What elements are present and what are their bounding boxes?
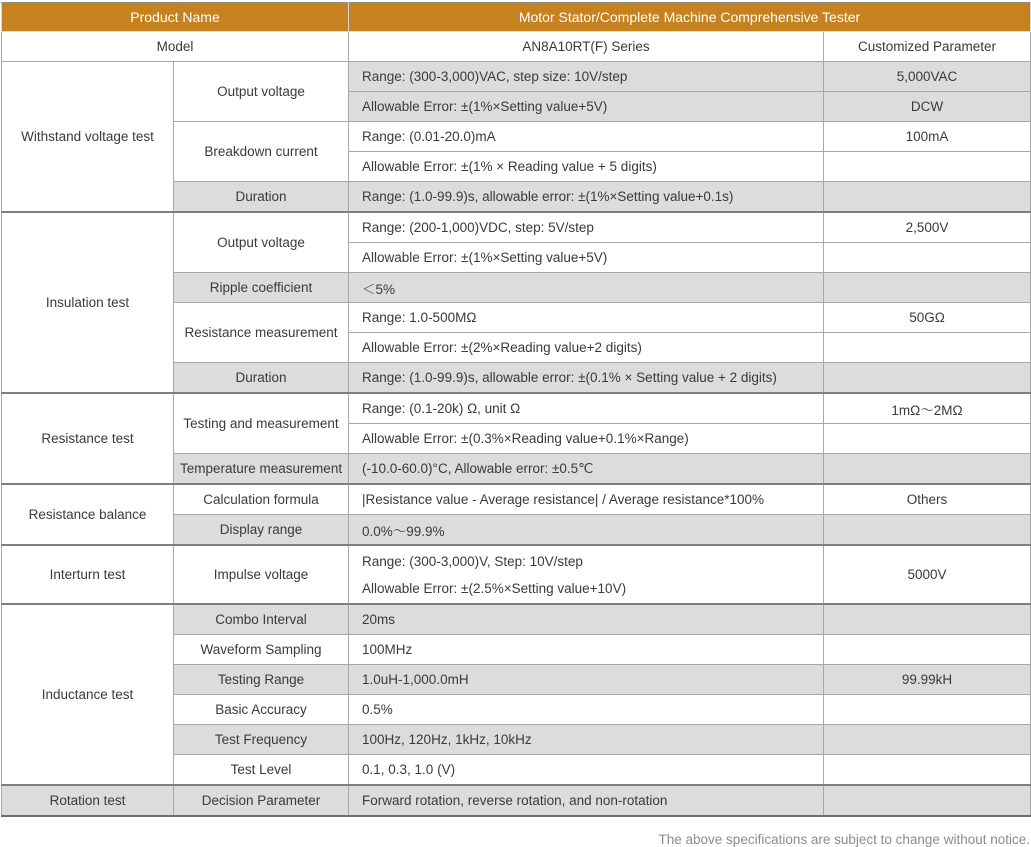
item-label: Combo Interval [174,604,349,635]
param-cell [824,604,1031,635]
item-label: Breakdown current [174,122,349,182]
spec-cell: Range: (200-1,000)VDC, step: 5V/step [349,212,824,243]
customized-parameter-header: Customized Parameter [824,32,1031,62]
spec-cell: 100Hz, 120Hz, 1kHz, 10kHz [349,725,824,755]
param-cell: 99.99kH [824,665,1031,695]
param-cell: 50GΩ [824,303,1031,333]
footer-note: The above specifications are subject to change without notice. [658,832,1030,847]
param-cell [824,515,1031,546]
section-label: Insulation test [2,212,174,393]
product-name-label: Product Name [2,3,349,32]
param-cell [824,454,1031,485]
spec-cell: 0.1, 0.3, 1.0 (V) [349,755,824,786]
spec-cell: Allowable Error: ±(1%×Setting value+5V) [349,243,824,273]
param-cell [824,243,1031,273]
param-cell: DCW [824,92,1031,122]
param-cell: 5,000VAC [824,62,1031,92]
table-row [2,212,1031,243]
section-label: Withstand voltage test [2,62,174,213]
item-label: Waveform Sampling [174,635,349,665]
item-label: Calculation formula [174,484,349,515]
param-cell [824,273,1031,303]
spec-cell: 1.0uH-1,000.0mH [349,665,824,695]
spec-cell: Range: (0.1-20k) Ω, unit Ω [349,393,824,424]
table-row [2,604,1031,635]
param-cell [824,182,1031,213]
spec-cell [349,545,824,604]
spec-line: Allowable Error: ±(2.5%×Setting value+10V) [362,580,627,596]
section-label: Resistance test [2,393,174,484]
param-cell [824,152,1031,182]
param-cell: 1mΩ～2MΩ [824,393,1031,424]
item-label: Temperature measurement [174,454,349,485]
param-cell [824,785,1031,816]
section-label: Rotation test [2,785,174,816]
param-cell: Others [824,484,1031,515]
table-row [2,62,1031,92]
param-cell [824,424,1031,454]
item-label: Output voltage [174,62,349,122]
table-header-row [2,3,1031,32]
param-cell [824,635,1031,665]
item-label: Basic Accuracy [174,695,349,725]
spec-cell: Range: (0.01-20.0)mA [349,122,824,152]
item-label: Testing Range [174,665,349,695]
spec-cell: Range: (1.0-99.9)s, allowable error: ±(0.1% × Setting value + 2 digits) [349,363,824,394]
param-cell: 2,500V [824,212,1031,243]
spec-cell: Allowable Error: ±(2%×Reading value+2 digits) [349,333,824,363]
product-name-value: Motor Stator/Complete Machine Comprehensive Tester [349,3,1031,32]
model-value: AN8A10RT(F) Series [349,32,824,62]
spec-cell: 0.5% [349,695,824,725]
spec-cell: Allowable Error: ±(1%×Setting value+5V) [349,92,824,122]
item-label: Test Frequency [174,725,349,755]
table-row [2,484,1031,515]
param-cell [824,363,1031,394]
spec-cell: Range: (300-3,000)VAC, step size: 10V/step [349,62,824,92]
item-label: Output voltage [174,212,349,273]
item-label: Impulse voltage [174,545,349,604]
item-label: Duration [174,363,349,394]
spec-cell: |Resistance value - Average resistance| / Average resistance*100% [349,484,824,515]
item-label: Decision Parameter [174,785,349,816]
spec-cell: Forward rotation, reverse rotation, and non-rotation [349,785,824,816]
item-label: Testing and measurement [174,393,349,454]
item-label: Duration [174,182,349,213]
spec-cell: 0.0%～99.9% [349,515,824,546]
table-row [2,393,1031,424]
param-cell [824,695,1031,725]
section-label: Resistance balance [2,484,174,545]
item-label: Test Level [174,755,349,786]
param-cell: 100mA [824,122,1031,152]
param-cell [824,725,1031,755]
item-label: Ripple coefficient [174,273,349,303]
param-cell [824,333,1031,363]
item-label: Display range [174,515,349,546]
spec-cell: 20ms [349,604,824,635]
spec-cell: Allowable Error: ±(0.3%×Reading value+0.1%×Range) [349,424,824,454]
spec-cell: (-10.0-60.0)°C, Allowable error: ±0.5℃ [349,454,824,485]
spec-cell: Allowable Error: ±(1% × Reading value + 5 digits) [349,152,824,182]
section-label: Inductance test [2,604,174,785]
model-label: Model [2,32,349,62]
param-cell: 5000V [824,545,1031,604]
table-row [2,545,1031,604]
spec-cell: Range: (1.0-99.9)s, allowable error: ±(1%×Setting value+0.1s) [349,182,824,213]
param-cell [824,755,1031,786]
section-label: Interturn test [2,545,174,604]
model-row [2,32,1031,62]
spec-line: Range: (300-3,000)V, Step: 10V/step [362,553,583,569]
item-label: Resistance measurement [174,303,349,363]
spec-cell: Range: 1.0-500MΩ [349,303,824,333]
spec-cell: ＜5% [349,273,824,303]
spec-cell: 100MHz [349,635,824,665]
spec-table [1,2,1031,817]
table-row [2,785,1031,816]
